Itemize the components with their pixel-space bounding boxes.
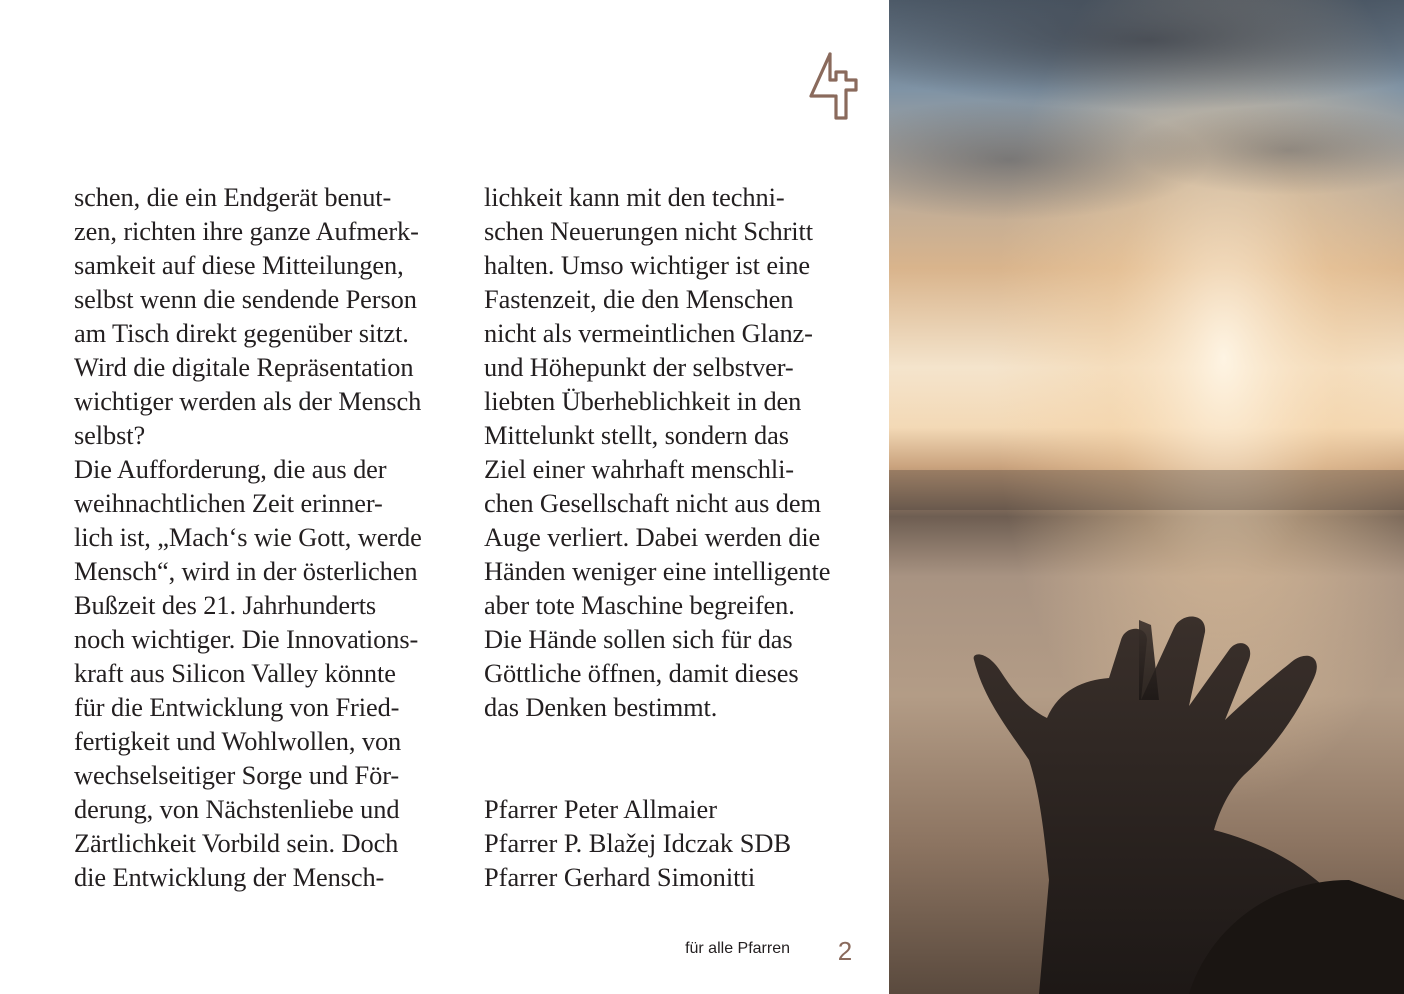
open-hand-sunset-photo (889, 0, 1404, 994)
signature-block (484, 792, 864, 894)
footer-label: für alle Pfarren (685, 940, 790, 957)
article-column-right: lichkeit kann mit den techni- schen Neuerungen nicht Schritt halten. Umso wichtiger ist eine Fastenzeit, die den Menschen nicht als vermeintlichen Glanz- und Höhepunkt der selbstver- liebten Überheblichkeit in den Mittelunkt stellt, sondern das Ziel einer wahrhaft menschli- chen Gesellschaft nicht aus dem Auge verliert. Dabei werden die Händen weniger eine intelligente aber tote Maschine begreifen. Die Hände sollen sich für das Göttliche öffnen, damit dieses das Denken bestimmt. (484, 182, 831, 722)
photo-illustration (889, 0, 1404, 994)
signature-line: Pfarrer P. Blažej Idczak SDB (484, 828, 792, 858)
signature-line: Pfarrer Peter Allmaier (484, 794, 718, 824)
four-cross-logo-icon (806, 50, 864, 124)
signature-line: Pfarrer Gerhard Simonitti (484, 862, 756, 892)
page-number: 2 (837, 936, 853, 966)
article-column-left: schen, die ein Endgerät benut- zen, richten ihre ganze Aufmerk- samkeit auf diese Mitteilungen, selbst wenn die sendende Person am Tisch direkt gegenüber sitzt. Wird die digitale Repräsentation wichtiger werden als der Mensch selbst? Die Aufforderung, die aus der weihnachtlichen Zeit erinner- lich ist, „Mach‘s wie Gott, werde Mensch“, wird in der österlichen Bußzeit des 21. Jahrhunderts noch wichtiger. Die Innovations- kraft aus Silicon Valley könnte für die Entwicklung von Fried- fertigkeit und Wohlwollen, von wechselseitiger Sorge und För- derung, von Nächstenliebe und Zärtlichkeit Vorbild sein. Doch die Entwicklung der Mensch- (74, 182, 422, 892)
